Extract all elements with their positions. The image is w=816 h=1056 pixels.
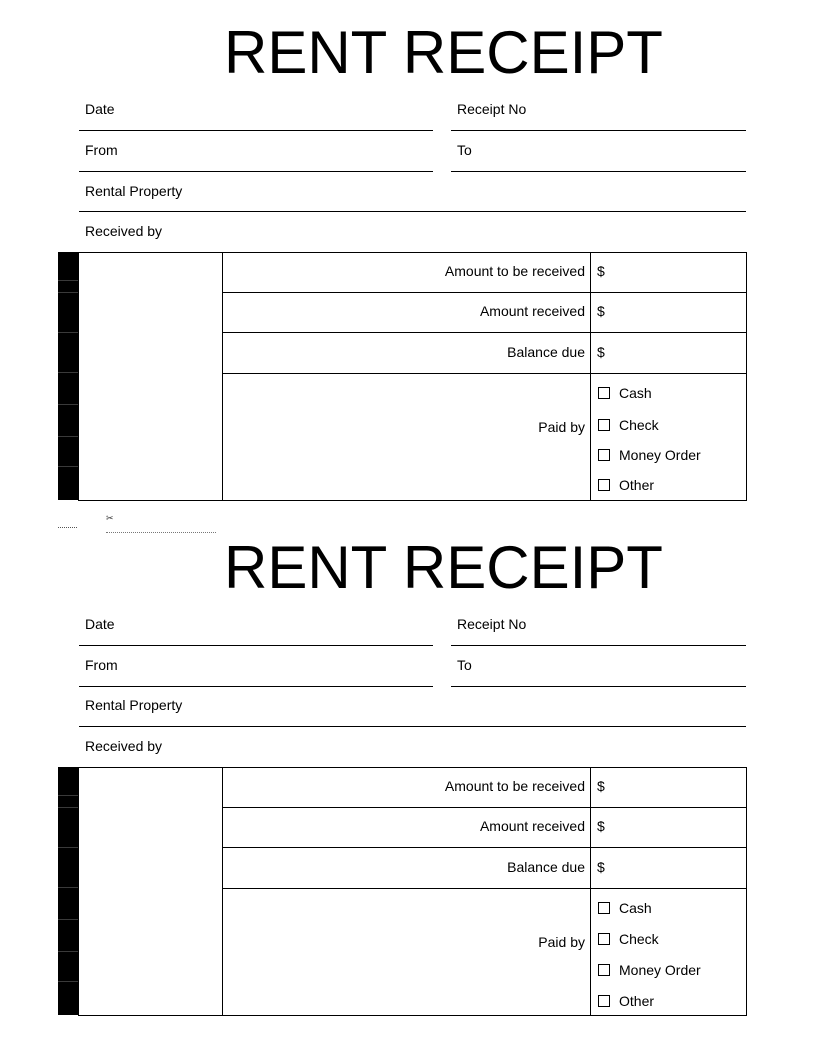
- date-line[interactable]: [79, 130, 433, 131]
- rental-property-line[interactable]: [79, 726, 746, 727]
- amount-to-be-received-label: Amount to be received: [444, 263, 585, 279]
- balance-due-label: Balance due: [507, 859, 585, 875]
- receipt-no-line[interactable]: [451, 130, 746, 131]
- rent-receipt-1: [0, 0, 816, 500]
- option-label: Money Order: [619, 962, 701, 978]
- amount-to-be-received-currency[interactable]: $: [597, 778, 605, 794]
- amount-table: [78, 252, 747, 501]
- paid-by-money-order[interactable]: [598, 962, 701, 978]
- amount-received-label: Amount received: [479, 303, 585, 319]
- table-rule: [222, 807, 747, 808]
- receipt-title: RENT RECEIPT: [224, 19, 663, 86]
- amount-received-currency[interactable]: $: [597, 818, 605, 834]
- table-divider: [222, 252, 223, 501]
- received-by-label: Received by: [85, 738, 163, 754]
- checkbox-icon[interactable]: [598, 449, 610, 461]
- paid-by-money-order[interactable]: [598, 447, 701, 463]
- option-label: Cash: [619, 900, 652, 916]
- rental-property-label: Rental Property: [85, 183, 183, 199]
- rental-property-label: Rental Property: [85, 697, 183, 713]
- paid-by-label: Paid by: [538, 419, 585, 435]
- paid-by-cash[interactable]: [598, 385, 652, 401]
- amount-received-currency[interactable]: $: [597, 303, 605, 319]
- balance-due-currency[interactable]: $: [597, 859, 605, 875]
- table-rule: [222, 292, 747, 293]
- from-line[interactable]: [79, 686, 433, 687]
- table-divider: [590, 767, 591, 1016]
- table-divider: [222, 767, 223, 1016]
- amount-received-label: Amount received: [479, 818, 585, 834]
- date-label: Date: [85, 616, 115, 632]
- table-rule: [222, 332, 747, 333]
- side-strip: [58, 252, 78, 500]
- receipt-no-line[interactable]: [451, 645, 746, 646]
- option-label: Money Order: [619, 447, 701, 463]
- checkbox-icon[interactable]: [598, 964, 610, 976]
- table-rule: [222, 888, 747, 889]
- option-label: Other: [619, 477, 655, 493]
- option-label: Check: [619, 931, 659, 947]
- checkbox-icon[interactable]: [598, 419, 610, 431]
- from-label: From: [85, 142, 118, 158]
- rental-property-line[interactable]: [79, 211, 746, 212]
- paid-by-check[interactable]: [598, 931, 659, 947]
- received-by-label: Received by: [85, 223, 163, 239]
- from-line[interactable]: [79, 171, 433, 172]
- checkbox-icon[interactable]: [598, 995, 610, 1007]
- balance-due-label: Balance due: [507, 344, 585, 360]
- rent-receipt-2: [0, 515, 816, 1015]
- paid-by-other[interactable]: [598, 477, 654, 493]
- option-label: Other: [619, 993, 655, 1009]
- side-strip: [58, 767, 78, 1015]
- paid-by-check[interactable]: [598, 417, 659, 433]
- table-rule: [222, 373, 747, 374]
- paid-by-other[interactable]: [598, 993, 654, 1009]
- option-label: Cash: [619, 385, 652, 401]
- table-divider: [590, 252, 591, 501]
- to-line[interactable]: [451, 171, 746, 172]
- checkbox-icon[interactable]: [598, 479, 610, 491]
- checkbox-icon[interactable]: [598, 387, 610, 399]
- date-label: Date: [85, 101, 115, 117]
- checkbox-icon[interactable]: [598, 933, 610, 945]
- checkbox-icon[interactable]: [598, 902, 610, 914]
- scissors-icon: ✂: [106, 513, 114, 523]
- to-label: To: [457, 142, 472, 158]
- amount-table: [78, 767, 747, 1016]
- amount-to-be-received-currency[interactable]: $: [597, 263, 605, 279]
- date-line[interactable]: [79, 645, 433, 646]
- paid-by-label: Paid by: [538, 934, 585, 950]
- receipt-no-label: Receipt No: [457, 616, 527, 632]
- to-label: To: [457, 657, 472, 673]
- receipt-title: RENT RECEIPT: [224, 534, 663, 601]
- amount-to-be-received-label: Amount to be received: [444, 778, 585, 794]
- from-label: From: [85, 657, 118, 673]
- paid-by-cash[interactable]: [598, 900, 652, 916]
- option-label: Check: [619, 417, 659, 433]
- receipt-no-label: Receipt No: [457, 101, 527, 117]
- to-line[interactable]: [451, 686, 746, 687]
- table-rule: [222, 847, 747, 848]
- balance-due-currency[interactable]: $: [597, 344, 605, 360]
